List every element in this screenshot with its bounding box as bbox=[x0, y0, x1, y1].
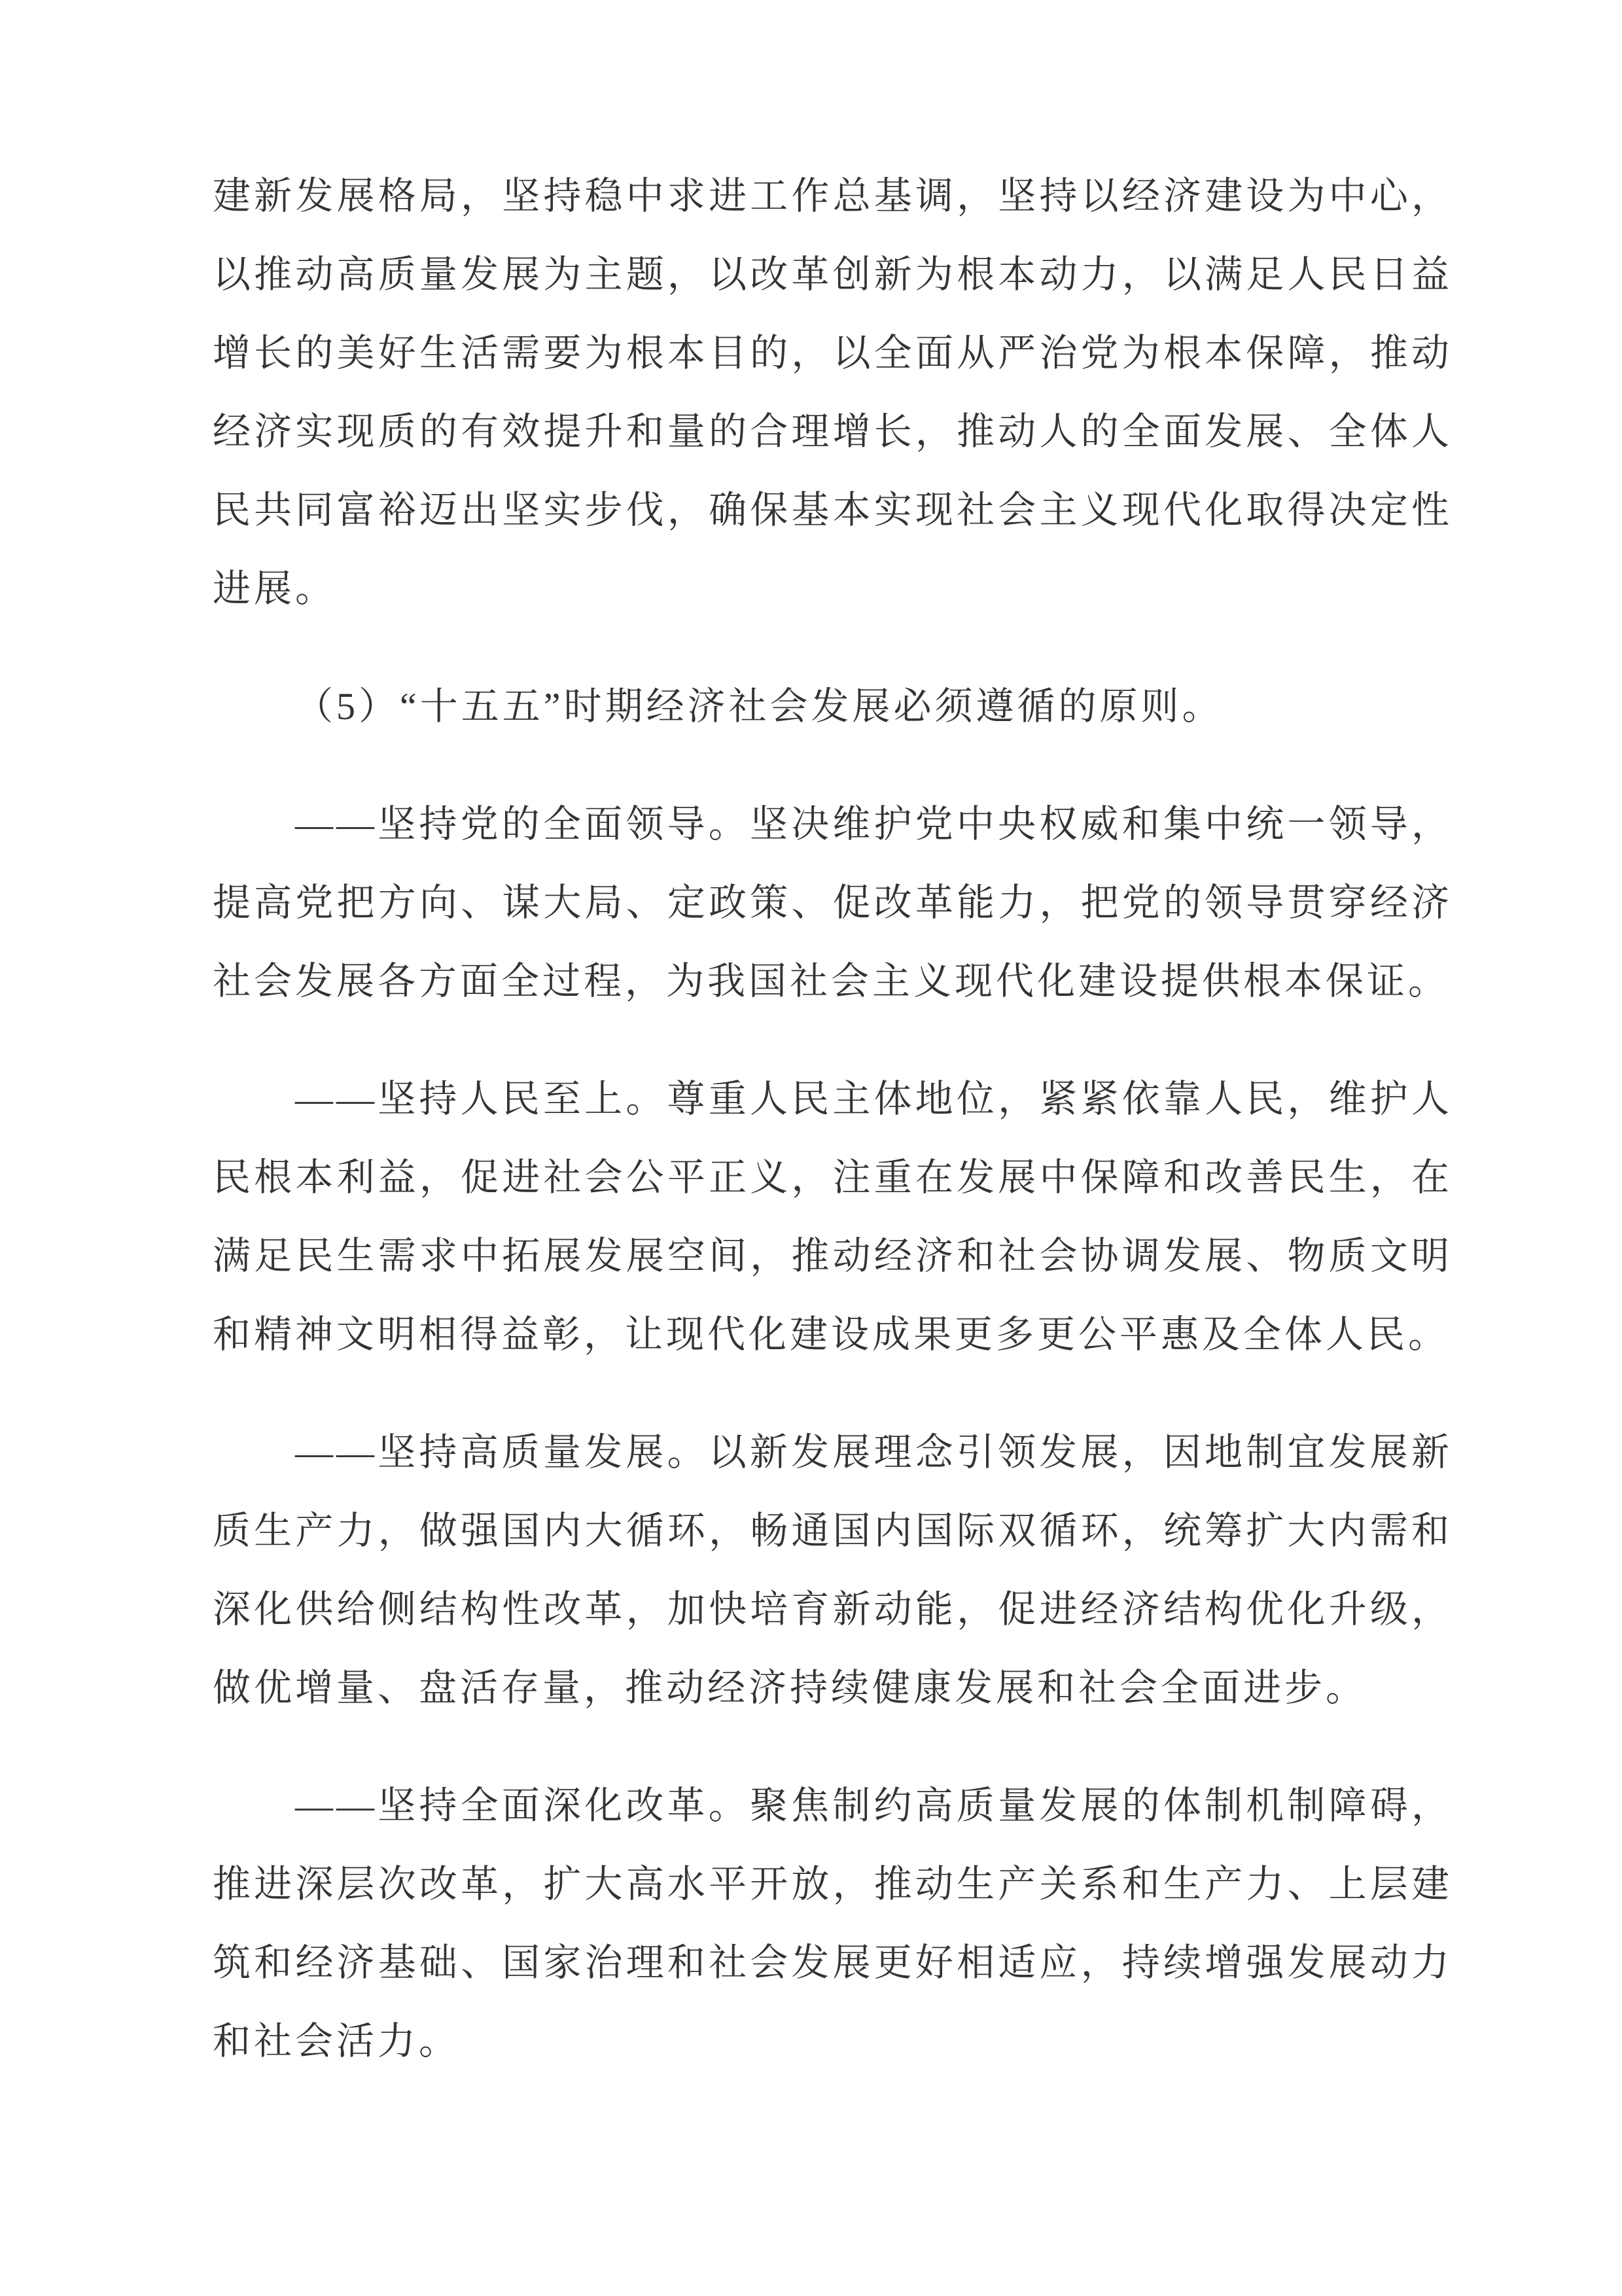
text-line: ——坚持人民至上。尊重人民主体地位，紧紧依靠人民，维护人 bbox=[295, 1078, 1453, 1120]
text-line: 社会发展各方面全过程，为我国社会主义现代化建设提供根本保证。 bbox=[213, 960, 1450, 1002]
text-line: 筑和经济基础、国家治理和社会发展更好相适应，持续增强发展动力 bbox=[213, 1941, 1453, 1984]
paragraph-heading bbox=[213, 667, 1453, 746]
text-line: 以推动高质量发展为主题，以改革创新为根本动力，以满足人民日益 bbox=[213, 253, 1453, 296]
text-line: ——坚持高质量发展。以新发展理念引领发展，因地制宜发展新 bbox=[295, 1431, 1453, 1474]
text-line: 和精神文明相得益彰，让现代化建设成果更多更公平惠及全体人民。 bbox=[213, 1313, 1450, 1356]
paragraph bbox=[213, 157, 1453, 628]
paragraph bbox=[213, 785, 1453, 1021]
text-line: 做优增量、盘活存量，推动经济持续健康发展和社会全面进步。 bbox=[213, 1667, 1367, 1709]
text-line: 建新发展格局，坚持稳中求进工作总基调，坚持以经济建设为中心， bbox=[213, 175, 1453, 217]
text-line: 增长的美好生活需要为根本目的，以全面从严治党为根本保障，推动 bbox=[213, 332, 1453, 374]
text-line: 经济实现质的有效提升和量的合理增长，推动人的全面发展、全体人 bbox=[213, 410, 1453, 453]
text-line: 满足民生需求中拓展发展空间，推动经济和社会协调发展、物质文明 bbox=[213, 1235, 1453, 1277]
text-line: ——坚持党的全面领导。坚决维护党中央权威和集中统一领导， bbox=[295, 803, 1453, 845]
text-line: ——坚持全面深化改革。聚焦制约高质量发展的体制机制障碍， bbox=[295, 1784, 1453, 1827]
text-line: 民共同富裕迈出坚实步伐，确保基本实现社会主义现代化取得决定性 bbox=[213, 489, 1453, 531]
text-line: 进展。 bbox=[213, 567, 337, 610]
paragraph bbox=[213, 1060, 1453, 1374]
paragraph bbox=[213, 1767, 1453, 2081]
text-line: 和社会活力。 bbox=[213, 2020, 461, 2062]
text-line: 民根本利益，促进社会公平正义，注重在发展中保障和改善民生，在 bbox=[213, 1156, 1453, 1199]
paragraph bbox=[213, 1413, 1453, 1727]
text-line: 深化供给侧结构性改革，加快培育新动能，促进经济结构优化升级， bbox=[213, 1588, 1453, 1631]
section-heading: （5）“十五五”时期经济社会发展必须遵循的原则。 bbox=[295, 685, 1224, 728]
text-line: 质生产力，做强国内大循环，畅通国内国际双循环，统筹扩大内需和 bbox=[213, 1510, 1453, 1552]
text-line: 推进深层次改革，扩大高水平开放，推动生产关系和生产力、上层建 bbox=[213, 1863, 1453, 1905]
text-line: 提高党把方向、谋大局、定政策、促改革能力，把党的领导贯穿经济 bbox=[213, 881, 1453, 924]
